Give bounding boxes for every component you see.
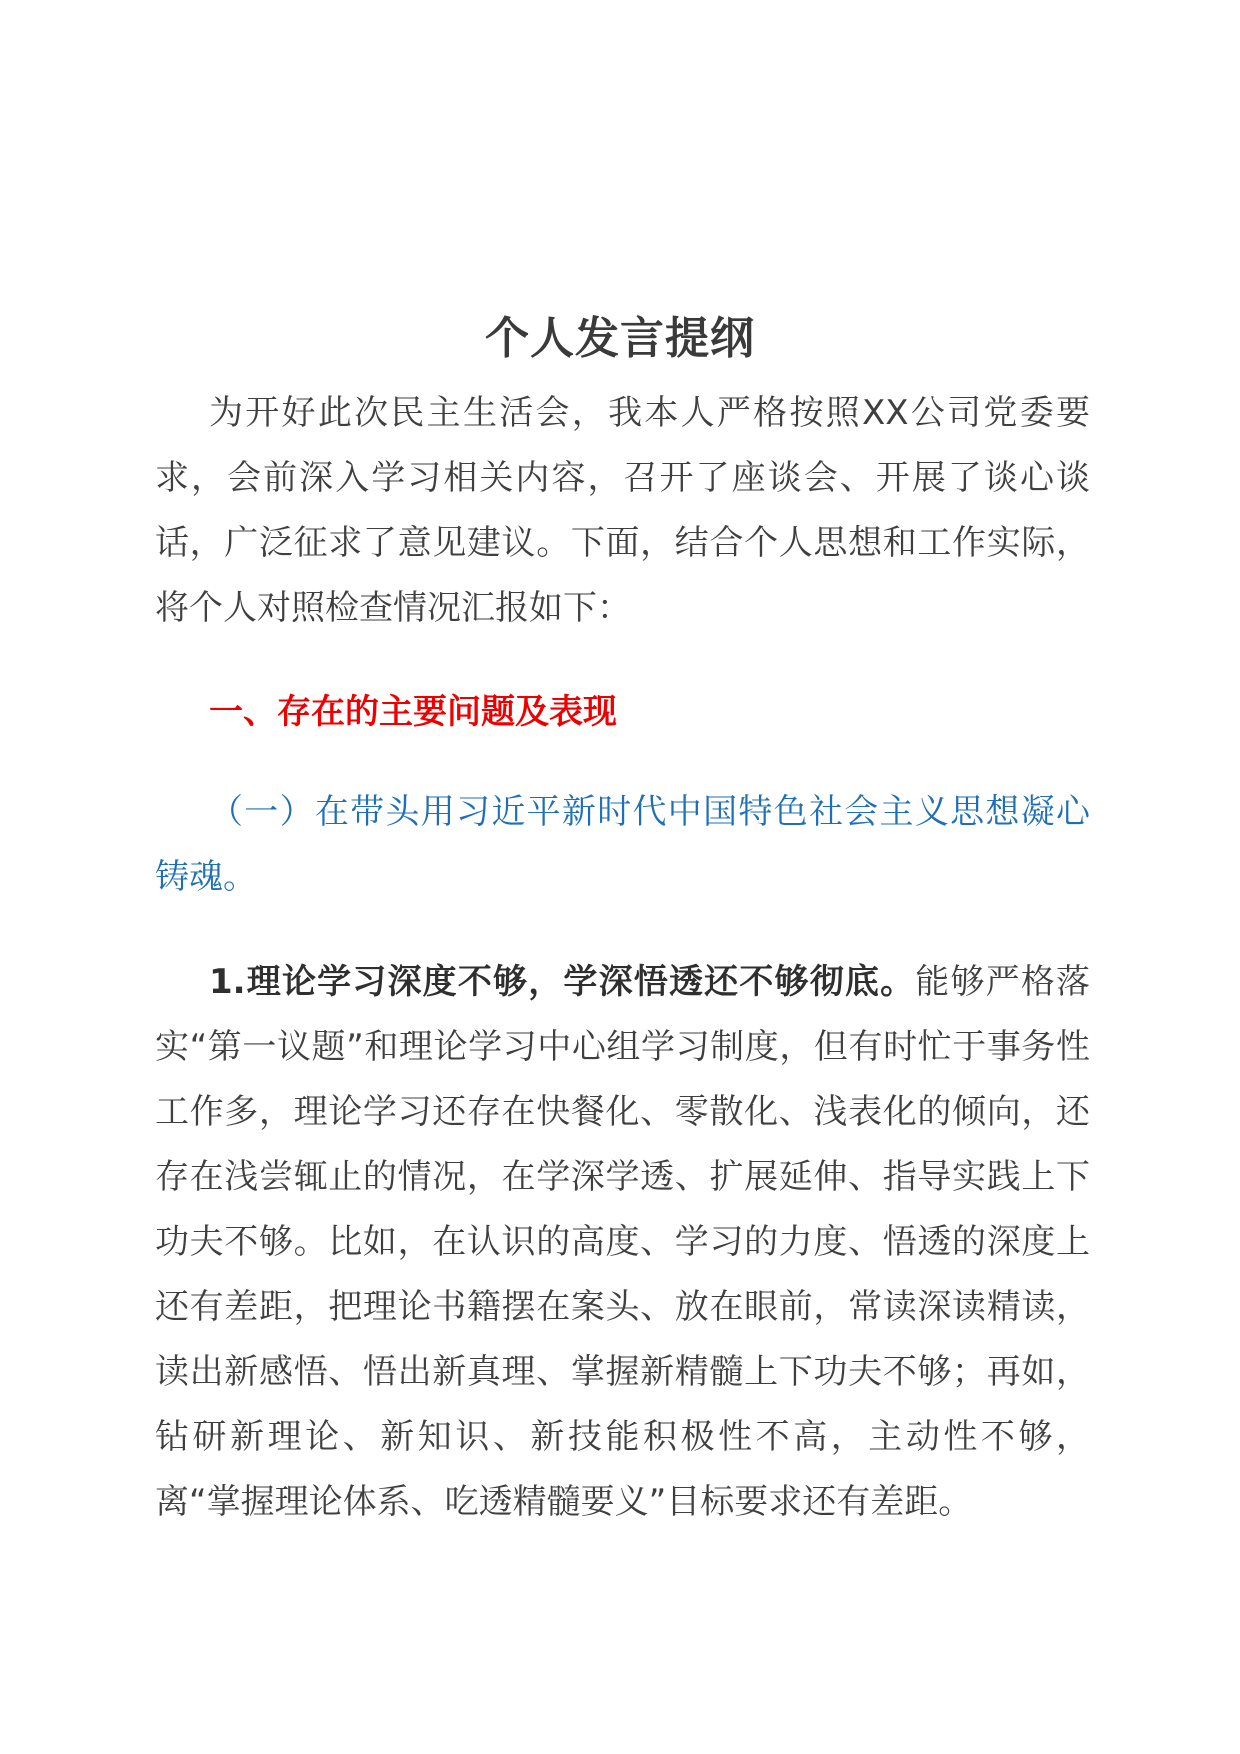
- document-title: 个人发言提纲: [485, 313, 755, 365]
- point-lead-text: 1.理论学习深度不够，学深悟透还不够彻底。: [209, 962, 916, 1002]
- subsection-heading: （一）在带头用习近平新时代中国特色社会主义思想凝心铸魂。: [155, 792, 1090, 897]
- point-body-text: 能够严格落实“第一议题”和理论学习中心组学习制度，但有时忙于事务性工作多，理论学习还存在快餐化、零散化、浅表化的倾向，还存在浅尝辄止的情况，在学深学透、扩展延伸、指导实践上下功夫不够。比如，在认识的高度、学习的力度、悟透的深度上还有差距，把理论书籍摆在案头、放在眼前，常读深读精读，读出新感悟、悟出新真理、掌握新精髓上下功夫不够；再如，钻研新理论、新知识、新技能积极性不高，主动性不够，离“掌握理论体系、吃透精髓要义”目标要求还有差距。: [155, 962, 1091, 1522]
- section-heading: 一、存在的主要问题及表现: [209, 692, 617, 732]
- point-paragraph: [155, 950, 1090, 1535]
- intro-paragraph: 为开好此次民主生活会，我本人严格按照XX公司党委要求，会前深入学习相关内容，召开了座谈会、开展了谈心谈话，广泛征求了意见建议。下面，结合个人思想和工作实际，将个人对照检查情况汇报如下：: [155, 393, 1090, 628]
